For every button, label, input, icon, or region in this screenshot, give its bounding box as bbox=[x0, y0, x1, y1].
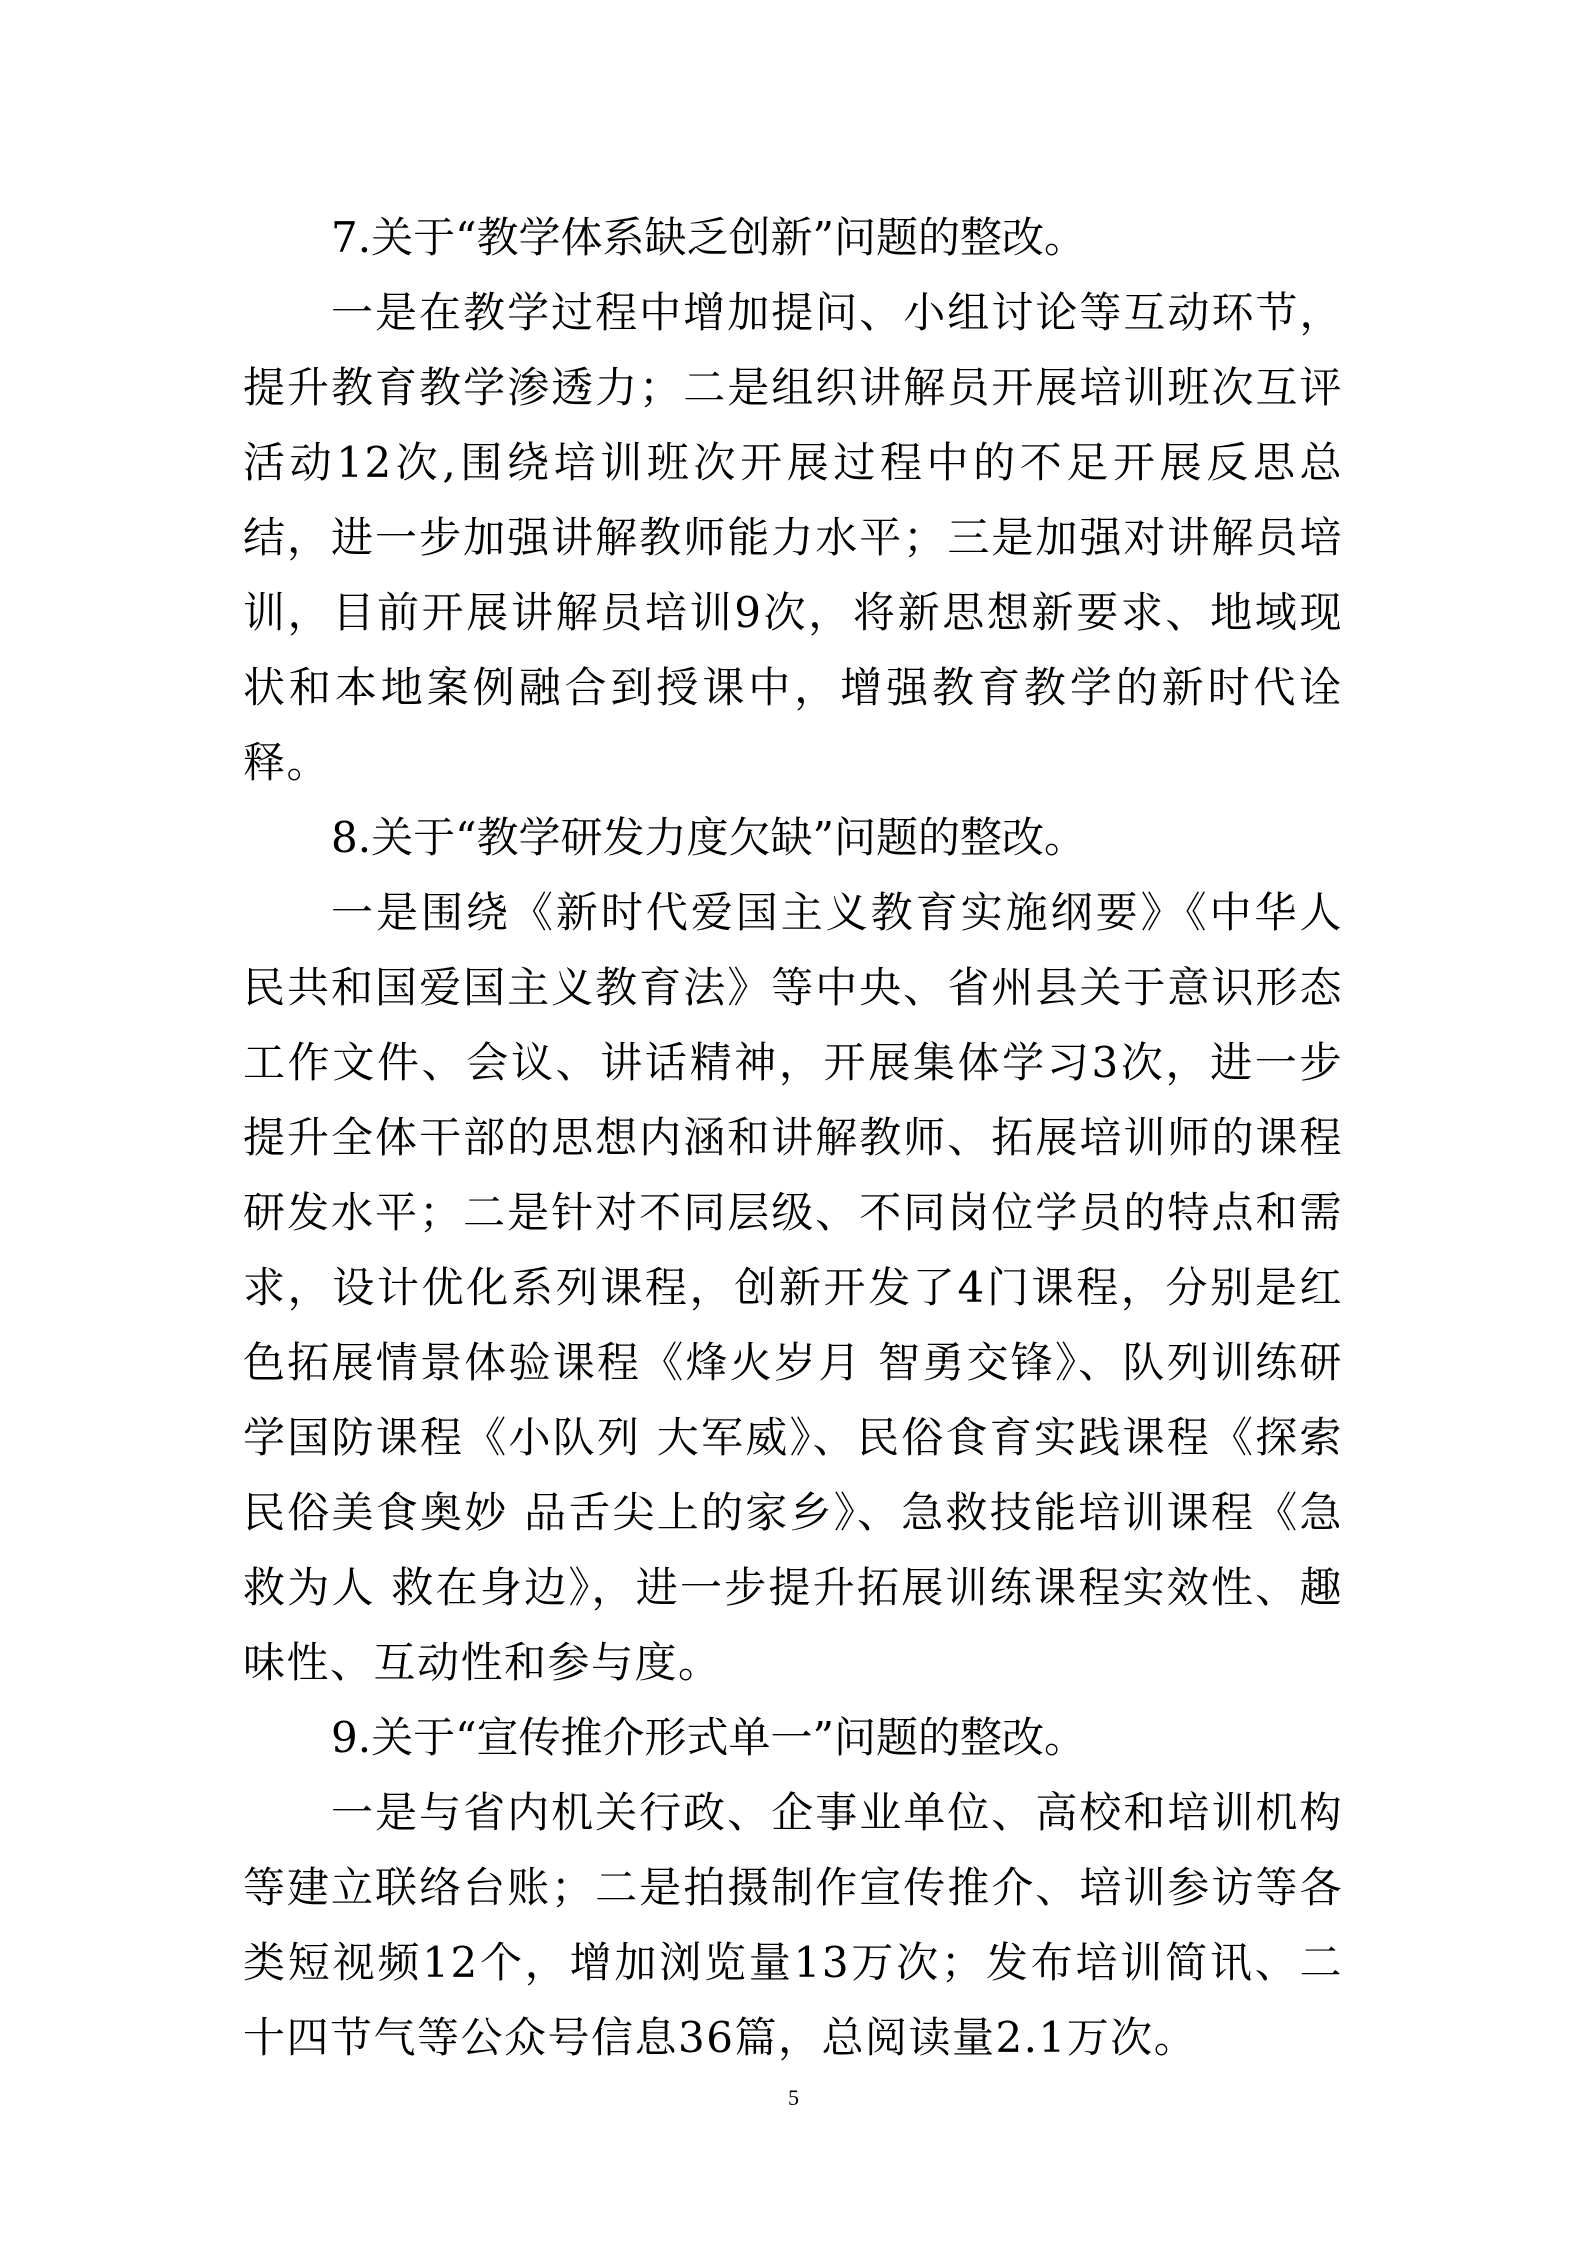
section-9 bbox=[243, 1700, 1343, 2075]
document-page bbox=[243, 200, 1343, 2075]
section-8 bbox=[243, 800, 1343, 1700]
page-number: 5 bbox=[788, 2085, 799, 2110]
section-body: 一是与省内机关行政、企事业单位、高校和培训机构等建立联络台账；二是拍摄制作宣传推介、培训参访等各类短视频12个，增加浏览量13万次；发布培训简讯、二十四节气等公众号信息36篇，总阅读量2.1万次。 bbox=[243, 1788, 1343, 2062]
section-body: 一是在教学过程中增加提问、小组讨论等互动环节，提升教育教学渗透力；二是组织讲解员开展培训班次互评活动12次,围绕培训班次开展过程中的不足开展反思总结，进一步加强讲解教师能力水平；三是加强对讲解员培训，目前开展讲解员培训9次，将新思想新要求、地域现状和本地案例融合到授课中，增强教育教学的新时代诠释。 bbox=[243, 288, 1343, 787]
section-heading: 9.关于“宣传推介形式单一”问题的整改。 bbox=[331, 1713, 1087, 1762]
section-heading: 8.关于“教学研发力度欠缺”问题的整改。 bbox=[331, 813, 1087, 862]
section-body: 一是围绕《新时代爱国主义教育实施纲要》《中华人民共和国爱国主义教育法》等中央、省州县关于意识形态工作文件、会议、讲话精神，开展集体学习3次，进一步提升全体干部的思想内涵和讲解教师、拓展培训师的课程研发水平；二是针对不同层级、不同岗位学员的特点和需求，设计优化系列课程，创新开发了4门课程，分别是红色拓展情景体验课程《烽火岁月 智勇交锋》、队列训练研学国防课程《小队列 大军威》、民俗食育实践课程《探索民俗美食奥妙 品舌尖上的家乡》、急救技能培训课程《急救为人 救在身边》，进一步提升拓展训练课程实效性、趣味性、互动性和参与度。 bbox=[243, 888, 1343, 1687]
section-heading: 7.关于“教学体系缺乏创新”问题的整改。 bbox=[331, 213, 1087, 262]
section-7 bbox=[243, 200, 1343, 800]
